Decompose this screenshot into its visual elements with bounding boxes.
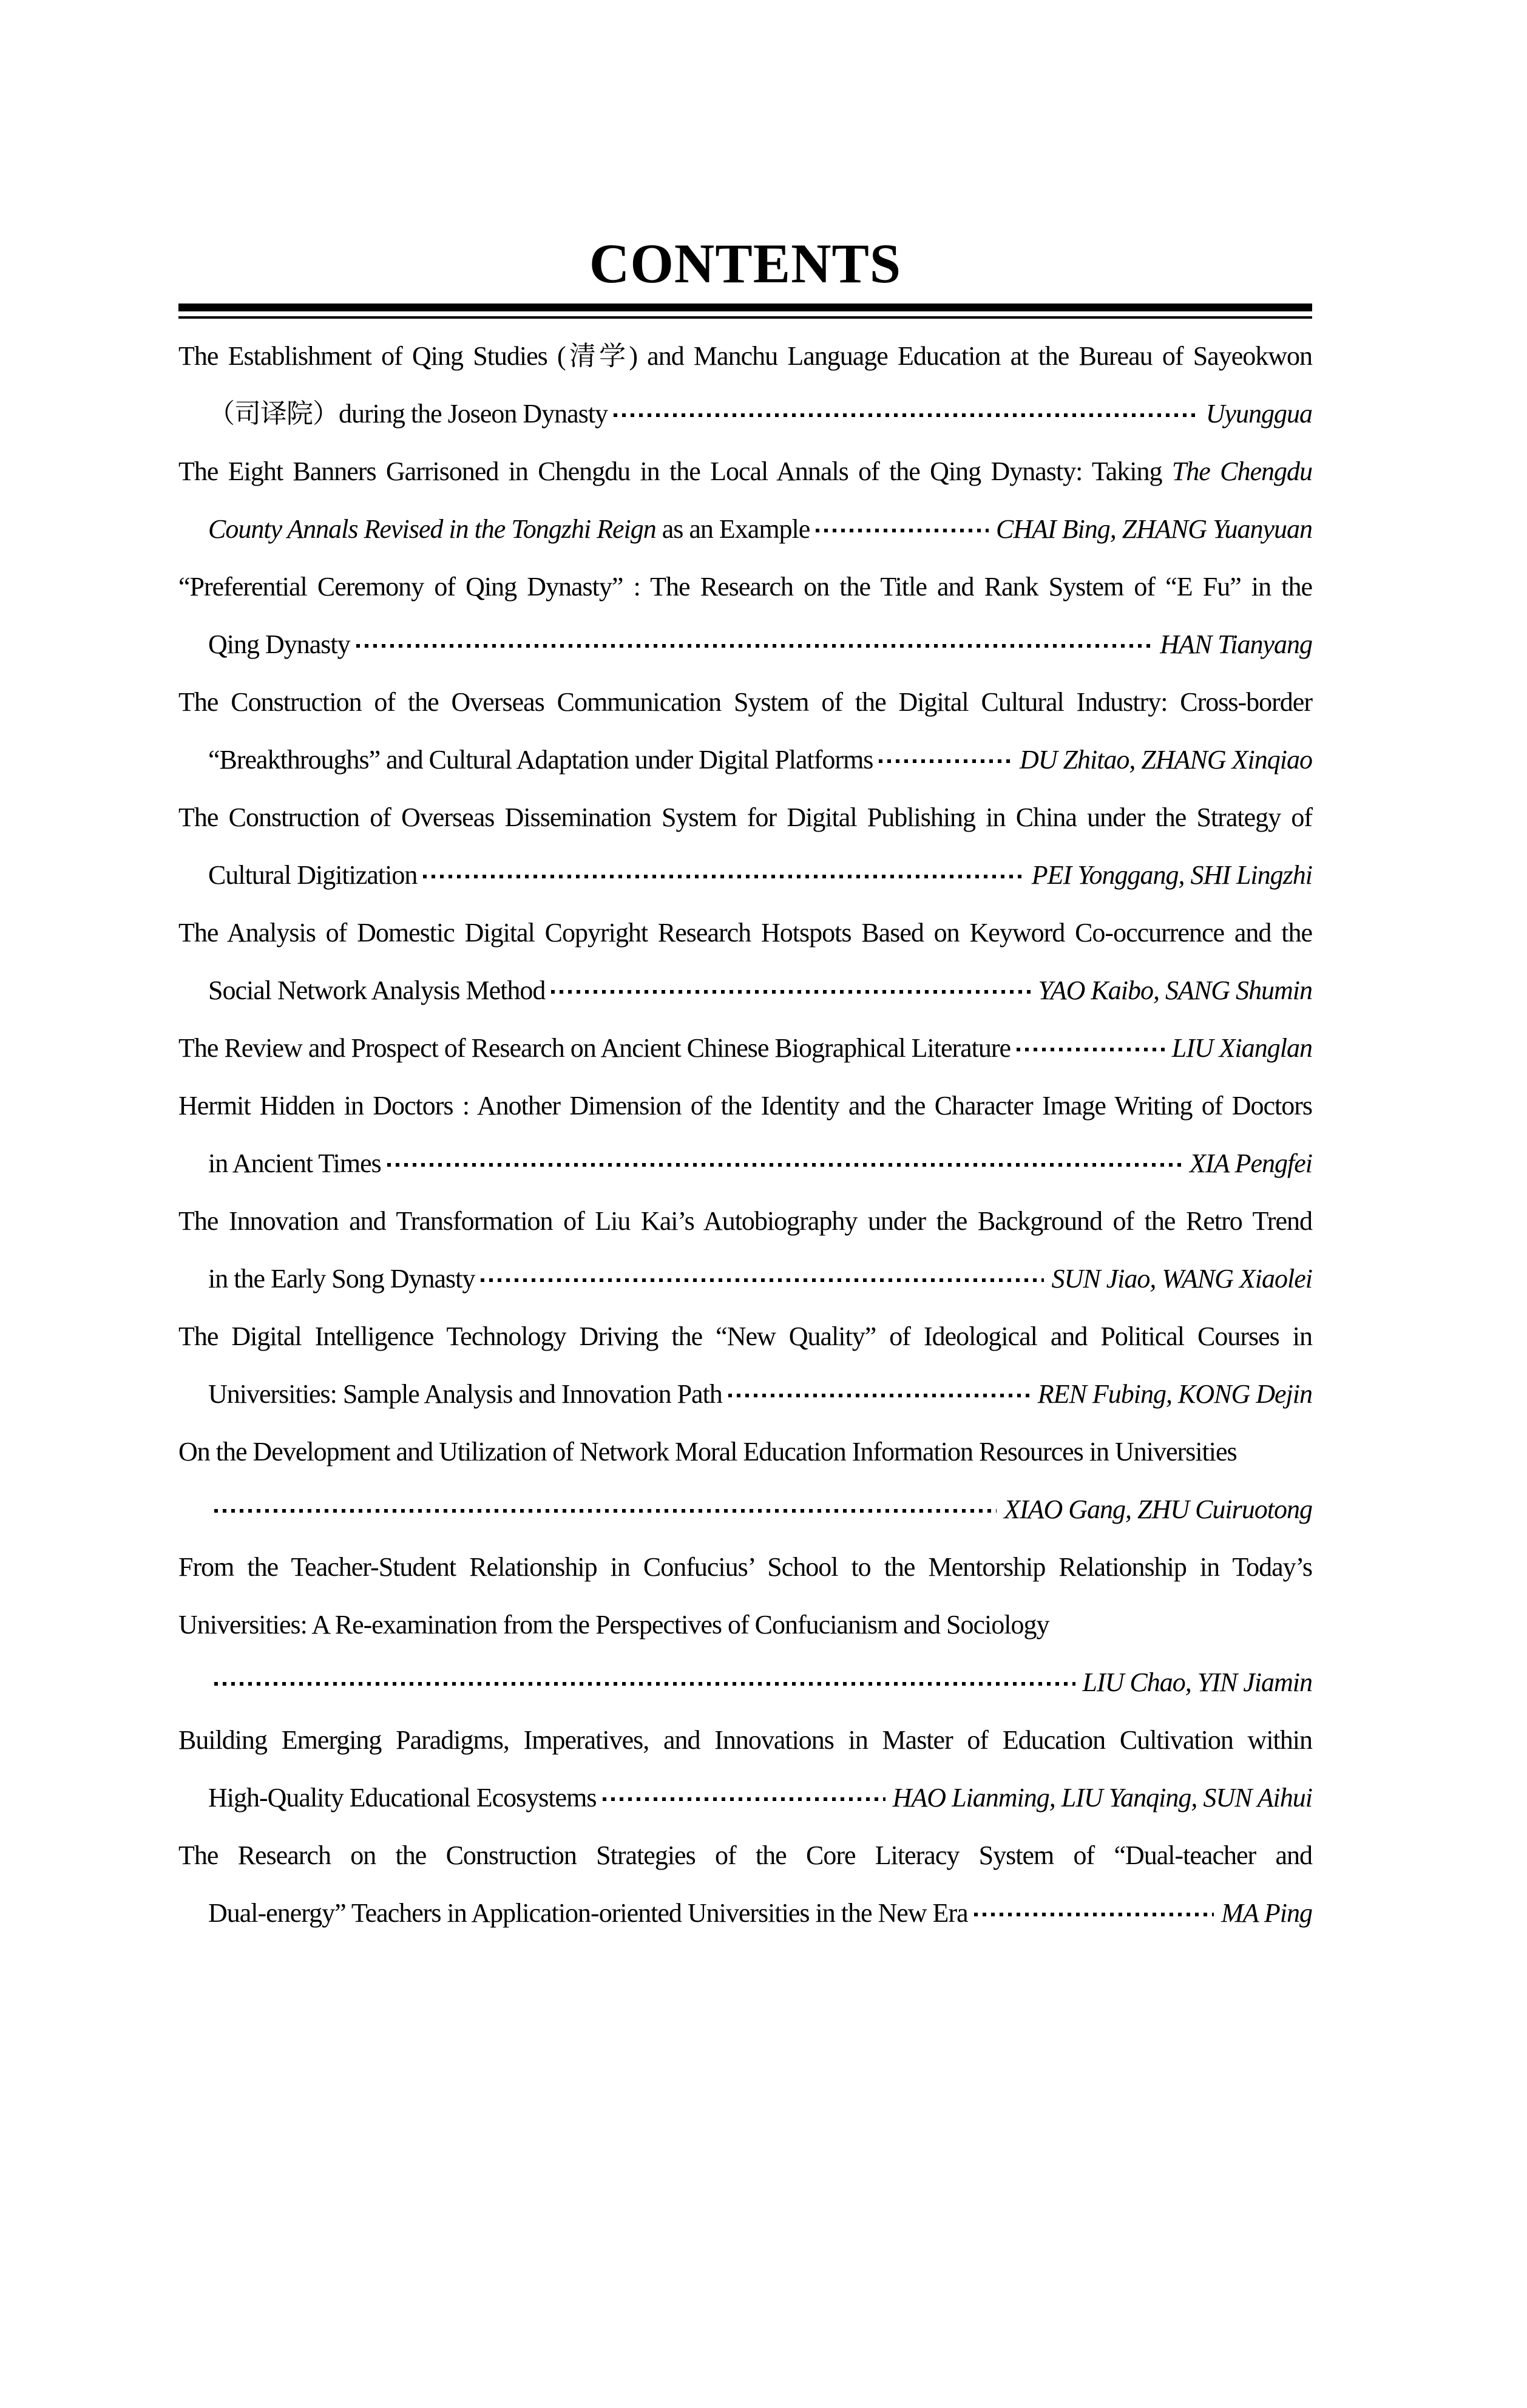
entry-text: County Annals Revised in the Tongzhi Reign as an Example [208, 514, 810, 544]
dot-leader [603, 1797, 885, 1801]
entry-text: “Breakthroughs” and Cultural Adaptation under Digital Platforms [208, 745, 873, 775]
dot-leader [214, 1682, 1075, 1686]
toc-line [178, 1307, 1312, 1365]
entry-text: （司译院）during the Joseon Dynasty [208, 399, 608, 429]
toc-entry [178, 1077, 1312, 1192]
dot-leader [387, 1163, 1182, 1167]
toc-entry [178, 1826, 1312, 1942]
entry-text: Qing Dynasty [208, 629, 350, 659]
entry-text: The Digital Intelligence Technology Driving the “New Quality” of Ideological and Political Courses in [178, 1321, 1312, 1351]
entry-authors: PEI Yonggang, SHI Lingzhi [1031, 860, 1312, 890]
toc-line [178, 1192, 1312, 1250]
entry-authors: Uyunggua [1205, 399, 1312, 429]
entry-authors: HAN Tianyang [1160, 629, 1312, 659]
entry-text: in the Early Song Dynasty [208, 1264, 475, 1294]
toc-entry [178, 904, 1312, 1019]
entry-text: The Review and Prospect of Research on Ancient Chinese Biographical Literature [178, 1033, 1011, 1063]
toc-entry [178, 1192, 1312, 1307]
toc-line [178, 1653, 1312, 1711]
toc-entry [178, 558, 1312, 673]
toc-line [178, 789, 1312, 846]
toc-line [178, 1250, 1312, 1307]
dot-leader [728, 1394, 1031, 1397]
entry-text: Building Emerging Paradigms, Imperatives, and Innovations in Master of Education Cultivation within [178, 1725, 1312, 1755]
toc-entry [178, 327, 1312, 443]
toc-line [178, 1019, 1312, 1077]
toc-line [178, 1596, 1312, 1653]
toc-page [0, 232, 1527, 1942]
entry-text: The Innovation and Transformation of Liu Kai’s Autobiography under the Background of the Retro Trend [178, 1206, 1312, 1236]
entry-authors: REN Fubing, KONG Dejin [1037, 1379, 1312, 1409]
dot-leader [614, 413, 1199, 417]
entry-authors: LIU Xianglan [1171, 1033, 1312, 1063]
entry-text: Universities: A Re-examination from the Perspectives of Confucianism and Sociology [178, 1610, 1049, 1640]
page-title: CONTENTS [589, 232, 902, 294]
entry-text: in Ancient Times [208, 1148, 381, 1178]
entry-authors: YAO Kaibo, SANG Shumin [1038, 975, 1312, 1005]
toc-line [178, 1077, 1312, 1134]
toc-entry [178, 1423, 1312, 1538]
toc-line [178, 673, 1312, 731]
toc-line [178, 500, 1312, 558]
toc-line [178, 1538, 1312, 1596]
toc-entry [178, 1019, 1312, 1077]
dot-leader [879, 759, 1012, 763]
toc-line [178, 1884, 1312, 1942]
dot-leader [423, 875, 1024, 878]
toc-entry [178, 673, 1312, 789]
entry-text: The Analysis of Domestic Digital Copyright Research Hotspots Based on Keyword Co-occurrence and the [178, 918, 1312, 948]
toc-line [178, 616, 1312, 673]
entry-authors: DU Zhitao, ZHANG Xinqiao [1019, 745, 1312, 775]
entry-authors: LIU Chao, YIN Jiamin [1082, 1667, 1312, 1697]
dot-leader [551, 990, 1031, 994]
dot-leader [356, 644, 1153, 648]
toc-list [178, 327, 1312, 1942]
entry-text: Cultural Digitization [208, 860, 418, 890]
toc-entry [178, 1307, 1312, 1423]
toc-line [178, 904, 1312, 962]
toc-line [178, 1480, 1312, 1538]
entry-text: The Eight Banners Garrisoned in Chengdu in the Local Annals of the Qing Dynasty: Taking The Chengdu [178, 456, 1312, 486]
toc-line [178, 443, 1312, 500]
entry-text: The Construction of Overseas Dissemination System for Digital Publishing in China under the Strategy of [178, 802, 1312, 832]
entry-authors: CHAI Bing, ZHANG Yuanyuan [996, 514, 1312, 544]
toc-line [178, 846, 1312, 904]
title-rule-thick [178, 304, 1312, 311]
toc-entry [178, 443, 1312, 558]
toc-line [178, 1365, 1312, 1423]
entry-text: Universities: Sample Analysis and Innovation Path [208, 1379, 722, 1409]
toc-entry [178, 789, 1312, 904]
entry-authors: MA Ping [1221, 1898, 1312, 1928]
toc-entry [178, 1711, 1312, 1826]
entry-authors: XIA Pengfei [1190, 1148, 1312, 1178]
entry-text: Hermit Hidden in Doctors : Another Dimension of the Identity and the Character Image Writing of Doctors [178, 1091, 1312, 1121]
entry-text: Dual-energy” Teachers in Application-oriented Universities in the New Era [208, 1898, 968, 1928]
dot-leader [1017, 1048, 1165, 1051]
toc-line [178, 1711, 1312, 1769]
entry-authors: SUN Jiao, WANG Xiaolei [1051, 1264, 1312, 1294]
entry-text: From the Teacher-Student Relationship in Confucius’ School to the Mentorship Relationship in Today’s [178, 1552, 1312, 1582]
toc-line [178, 558, 1312, 616]
entry-authors: XIAO Gang, ZHU Cuiruotong [1004, 1494, 1312, 1524]
entry-authors: HAO Lianming, LIU Yanqing, SUN Aihui [892, 1783, 1312, 1813]
toc-line [178, 962, 1312, 1019]
entry-text: The Construction of the Overseas Communication System of the Digital Cultural Industry: Cross-border [178, 687, 1312, 717]
toc-line [178, 1826, 1312, 1884]
entry-text: High-Quality Educational Ecosystems [208, 1783, 597, 1813]
toc-line [178, 731, 1312, 789]
dot-leader [816, 529, 989, 532]
entry-text: On the Development and Utilization of Network Moral Education Information Resources in Universities [178, 1437, 1237, 1467]
toc-line [178, 1769, 1312, 1826]
toc-line [178, 1134, 1312, 1192]
entry-text: The Establishment of Qing Studies (清学) and Manchu Language Education at the Bureau of Sayeokwon [178, 341, 1312, 371]
toc-line [178, 385, 1312, 443]
dot-leader [481, 1278, 1044, 1282]
title-rule-thin [178, 316, 1312, 319]
toc-line [178, 1423, 1312, 1480]
dot-leader [214, 1509, 997, 1513]
toc-line [178, 327, 1312, 385]
entry-text: The Research on the Construction Strategies of the Core Literacy System of “Dual-teacher and [178, 1840, 1312, 1870]
entry-text: Social Network Analysis Method [208, 975, 546, 1005]
dot-leader [974, 1913, 1214, 1916]
entry-text: “Preferential Ceremony of Qing Dynasty” : The Research on the Title and Rank System of “E Fu” in the [178, 572, 1312, 602]
toc-entry [178, 1538, 1312, 1711]
